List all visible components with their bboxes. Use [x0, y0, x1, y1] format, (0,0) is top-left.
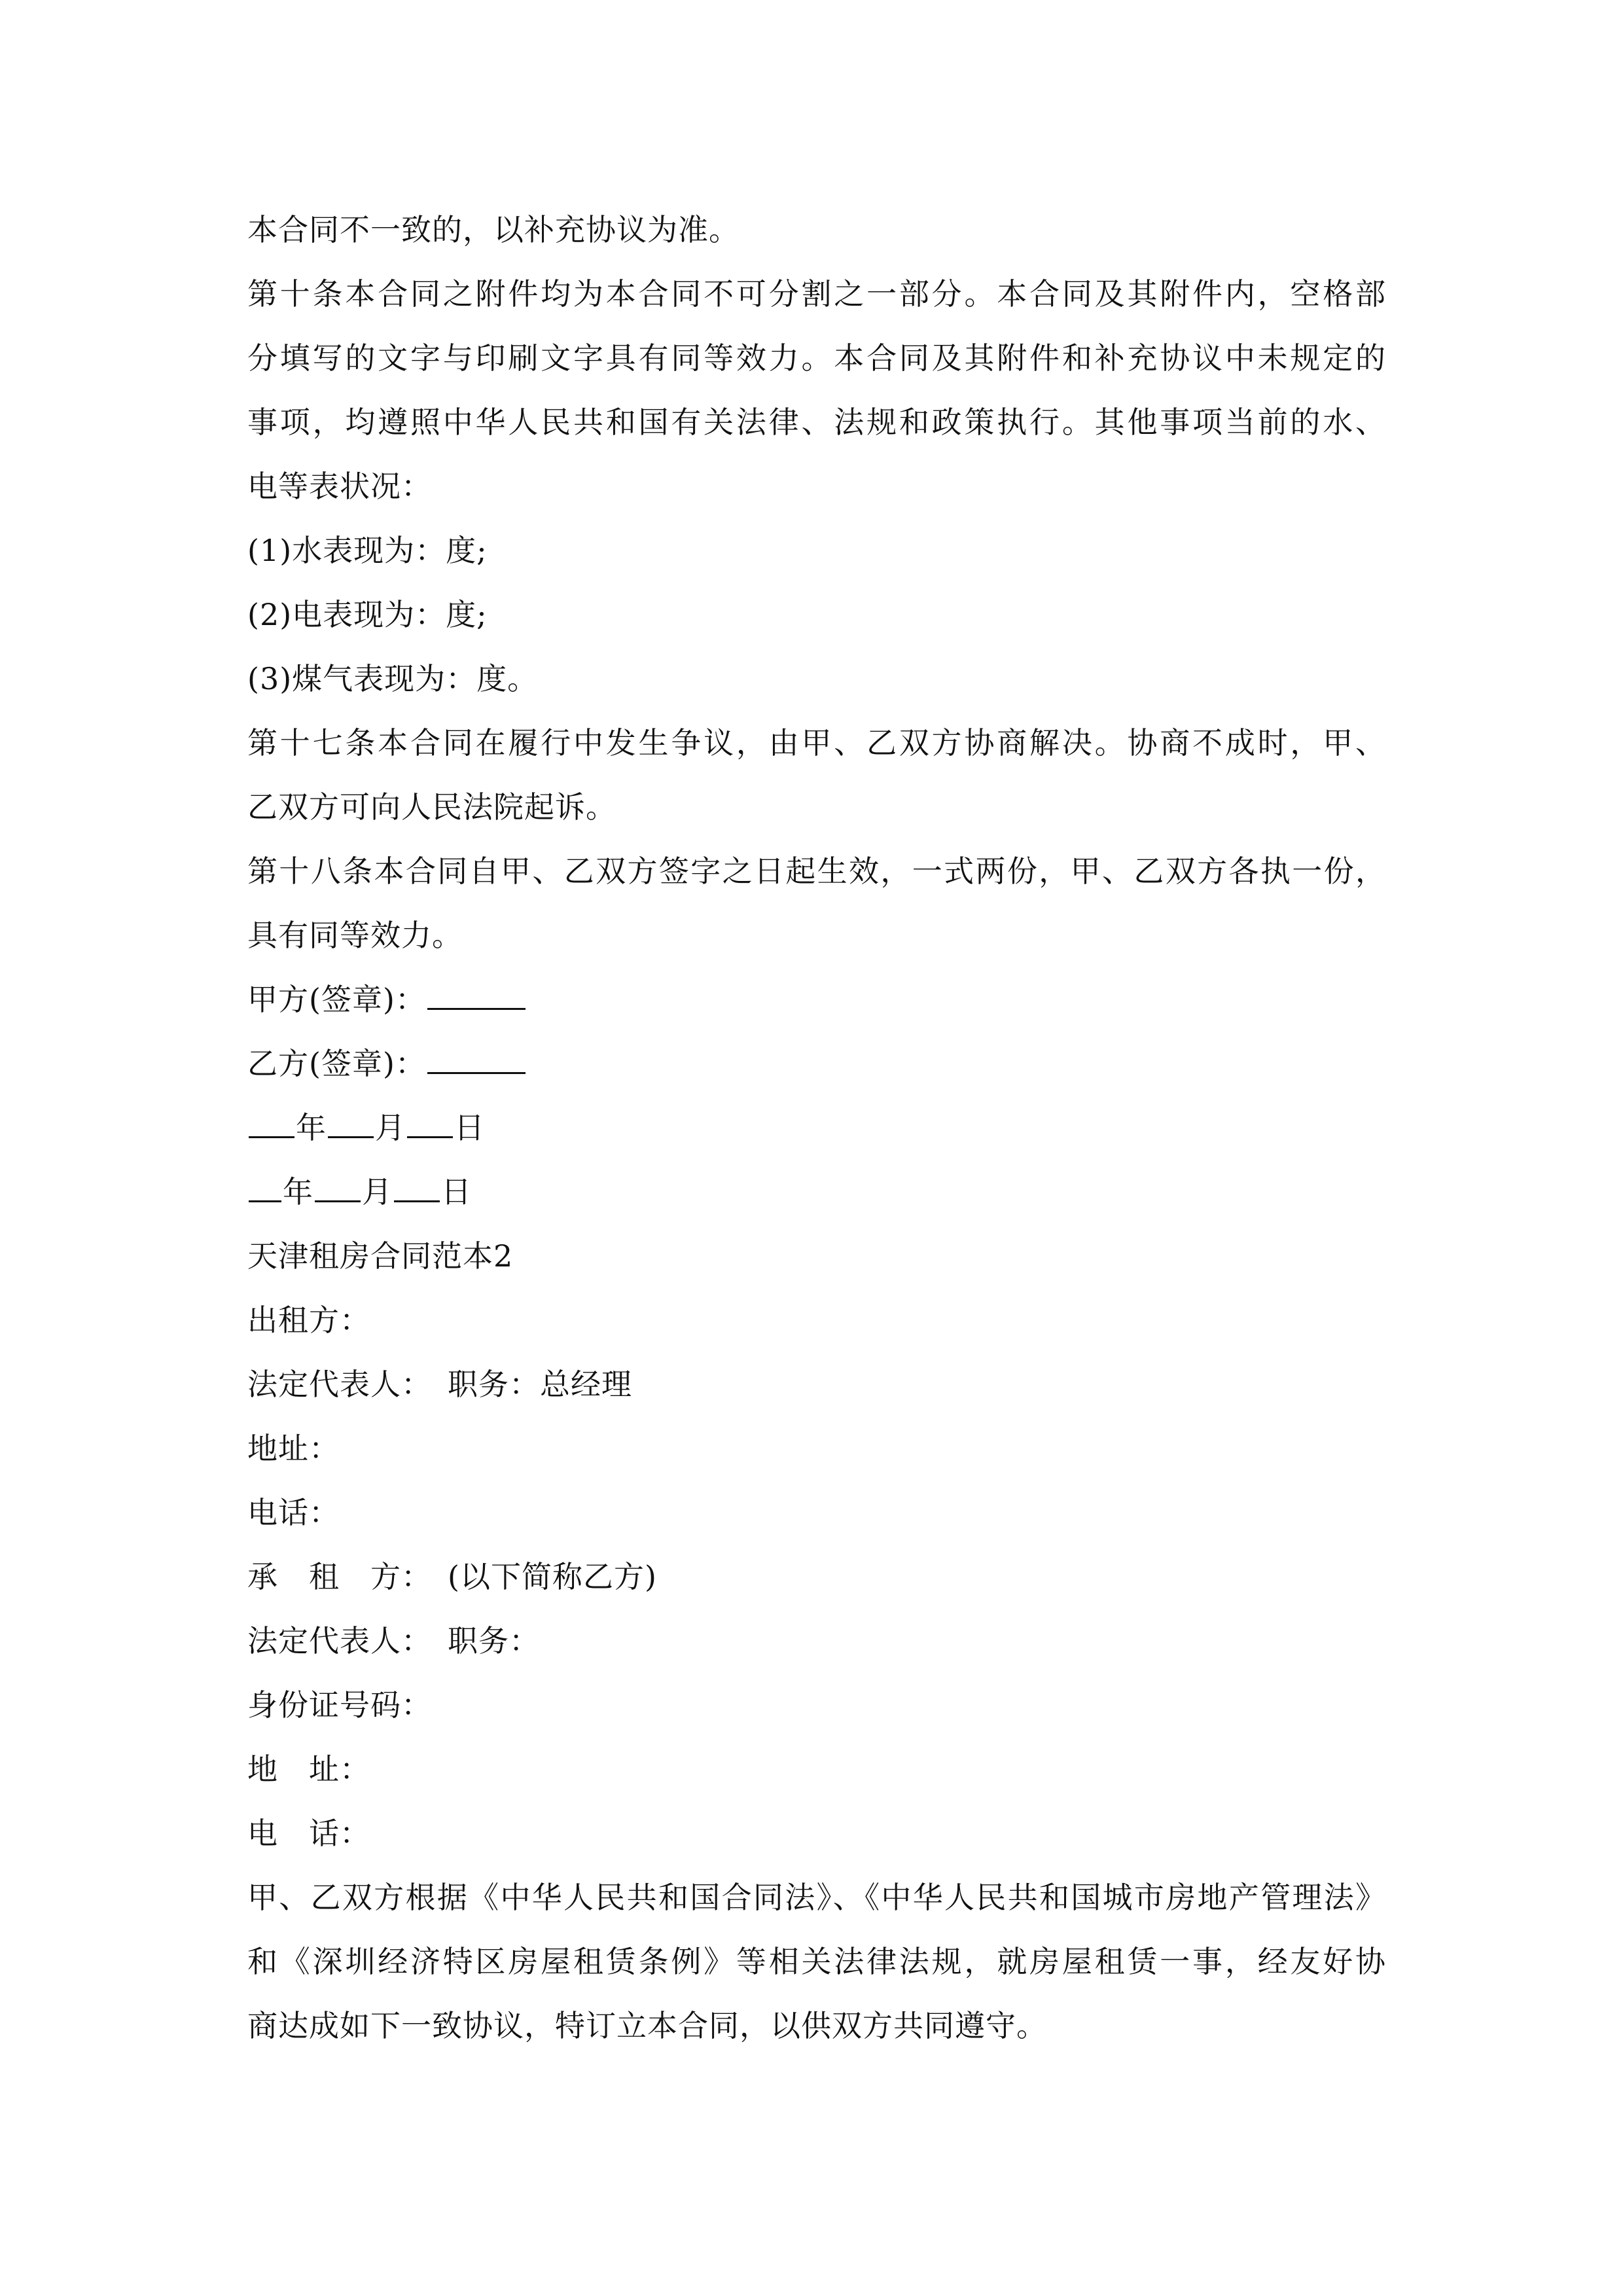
address-line: 地址：: [247, 1431, 340, 1466]
text-line: 第十八条本合同自甲、乙双方签字之日起生效，一式两份，甲、乙双方各执一份，: [247, 853, 1386, 889]
month-blank: [315, 1174, 361, 1202]
day-label: 日: [454, 1110, 485, 1145]
text-line: 商达成如下一致协议，特订立本合同，以供双方共同遵守。: [247, 2008, 1047, 2043]
text-line: 第十条本合同之附件均为本合同不可分割之一部分。本合同及其附件内，空格部: [247, 276, 1386, 312]
day-blank: [394, 1174, 440, 1202]
text-line: 本合同不一致的，以补充协议为准。: [247, 212, 740, 247]
text-line: 甲、乙双方根据《中华人民共和国合同法》、《中华人民共和国城市房地产管理法》: [247, 1880, 1386, 1915]
year-blank: [249, 1110, 294, 1138]
gas-meter-line: (3)煤气表现为：度。: [247, 661, 539, 696]
text-line: 乙双方可向人民法院起诉。: [247, 789, 616, 825]
party-a-label: 甲方(签章)：: [247, 982, 426, 1017]
month-blank: [328, 1110, 374, 1138]
year-label: 年: [283, 1174, 313, 1210]
electric-meter-line: (2)电表现为：度;: [247, 597, 488, 632]
document-body: [247, 198, 1386, 2058]
lessor-line: 出租方：: [247, 1302, 370, 1338]
year-label: 年: [296, 1110, 327, 1145]
text-line: 事项，均遵照中华人民共和国有关法律、法规和政策执行。其他事项当前的水、: [247, 404, 1386, 440]
phone-line: 电话：: [247, 1495, 340, 1530]
day-blank: [407, 1110, 453, 1138]
text-line: 和《深圳经济特区房屋租赁条例》等相关法律法规，就房屋租赁一事，经友好协: [247, 1944, 1386, 1979]
text-line: 电等表状况：: [247, 469, 432, 504]
text-line: 分填写的文字与印刷文字具有同等效力。本合同及其附件和补充协议中未规定的: [247, 340, 1386, 376]
year-blank: [249, 1174, 281, 1202]
month-label: 月: [375, 1110, 406, 1145]
address-line: 地 址：: [247, 1751, 370, 1787]
party-b-label: 乙方(签章)：: [247, 1046, 426, 1081]
party-b-signature: [247, 1031, 1386, 1096]
legal-rep-line: 法定代表人： 职务：总经理: [247, 1367, 632, 1402]
legal-rep-line: 法定代表人： 职务：: [247, 1623, 540, 1659]
day-label: 日: [441, 1174, 472, 1210]
party-a-signature: [247, 967, 1386, 1031]
lessee-line: 承 租 方： (以下简称乙方): [247, 1559, 657, 1594]
id-number-line: 身份证号码：: [247, 1687, 432, 1723]
date-line-a: [247, 1096, 1386, 1160]
water-meter-line: (1)水表现为：度;: [247, 533, 488, 568]
section-title: 天津租房合同范本2: [247, 1238, 514, 1274]
month-label: 月: [362, 1174, 393, 1210]
party-b-signature-blank: [427, 1046, 526, 1074]
phone-line: 电 话：: [247, 1816, 370, 1851]
party-a-signature-blank: [427, 982, 526, 1010]
text-line: 具有同等效力。: [247, 918, 463, 953]
date-line-b: [247, 1160, 1386, 1224]
text-line: 第十七条本合同在履行中发生争议，由甲、乙双方协商解决。协商不成时，甲、: [247, 725, 1386, 761]
